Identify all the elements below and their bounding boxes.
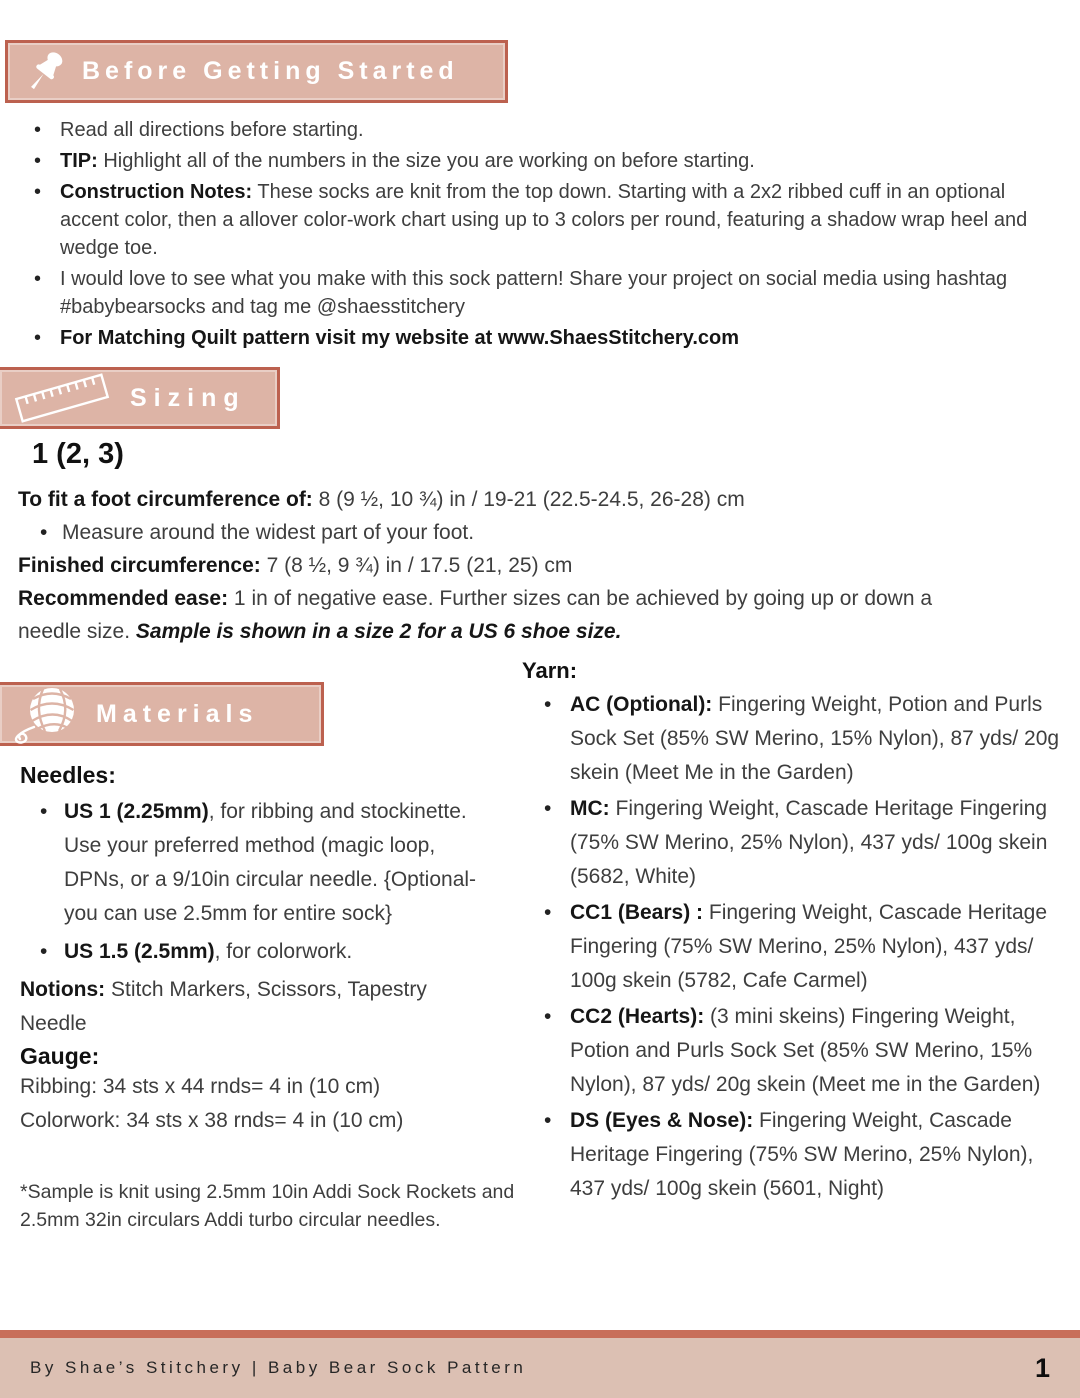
size-options: 1 (2, 3) — [32, 438, 124, 470]
fit-label: To fit a foot circumference of: — [18, 488, 313, 511]
before-section-body — [30, 116, 1030, 355]
before-bullet-list — [30, 116, 1030, 352]
list-item — [544, 792, 1066, 894]
before-getting-started-banner — [5, 40, 508, 103]
bullet-text: (3 mini skeins) Fingering Weight, Potion and Purls Sock Set (85% SW Merino, 15% Nylon), 87 yds/ 20g skein (Meet me in the Garden) — [570, 1005, 1041, 1096]
ruler-icon — [12, 369, 112, 427]
bullet-text: Fingering Weight, Cascade Heritage Fingering (75% SW Merino, 25% Nylon), 437 yds/ 100g skein (5601, Night) — [570, 1109, 1034, 1200]
list-item — [30, 265, 1030, 321]
bullet-text: Measure around the widest part of your foot. — [62, 521, 475, 544]
bullet-text: I would love to see what you make with this sock pattern! Share your project on social media using hashtag #babybearsocks and tag me @shaesstitchery — [60, 268, 1008, 318]
materials-banner — [0, 682, 324, 746]
measure-bullet — [18, 516, 938, 549]
yarn-ball-icon — [10, 683, 82, 745]
bullet-lead: Construction Notes: — [60, 181, 253, 203]
bullet-lead: TIP: — [60, 150, 98, 172]
section-title: Materials — [96, 699, 259, 728]
materials-section — [0, 656, 1080, 1234]
footer-credit: By Shae’s Stitchery | Baby Bear Sock Pattern — [30, 1358, 527, 1377]
notions-line — [20, 973, 488, 1041]
section-title: Before Getting Started — [82, 57, 459, 85]
bullet-text: Fingering Weight, Cascade Heritage Fingering (75% SW Merino, 25% Nylon), 437 yds/ 100g skein (5682, White) — [570, 797, 1048, 888]
bullet-lead: AC (Optional): — [570, 693, 713, 716]
finished-value: 7 (8 ½, 9 ¾) in / 17.5 (21, 25) cm — [260, 554, 573, 577]
needles-heading: Needles: — [20, 762, 116, 788]
list-item — [30, 116, 1030, 144]
bullet-text: , for colorwork. — [214, 940, 353, 963]
page-footer — [0, 1330, 1080, 1398]
ease-value: 1 in of negative ease. Further sizes can be achieved by going up or down a needle size. — [18, 587, 933, 643]
bullet-lead: US 1 (2.25mm) — [64, 800, 209, 823]
bullet-text: , for ribbing and stockinette. Use your preferred method (magic loop, DPNs, or a 9/10in circular needle. {Optional- you can use 2.5mm for entire sock} — [64, 800, 477, 925]
fit-line — [18, 483, 938, 516]
bullet-text: Fingering Weight, Cascade Heritage Fingering (75% SW Merino, 25% Nylon), 437 yds/ 100g skein (5782, Cafe Carmel) — [570, 901, 1048, 992]
bullet-text: Read all directions before starting. — [60, 119, 364, 141]
yarn-heading: Yarn: — [522, 658, 578, 683]
list-item — [30, 147, 1030, 175]
bullet-lead: MC: — [570, 797, 610, 820]
ease-emphasis: Sample is shown in a size 2 for a US 6 shoe size. — [135, 620, 622, 643]
materials-right-column — [512, 656, 1080, 1234]
bullet-lead: US 1.5 (2.5mm) — [64, 940, 215, 963]
finished-line — [18, 549, 938, 582]
list-item — [544, 1104, 1066, 1206]
needles-list — [0, 795, 496, 969]
list-item — [544, 1000, 1066, 1102]
notions-value: Stitch Markers, Scissors, Tapestry Needle — [20, 978, 427, 1035]
pushpin-icon — [18, 45, 72, 99]
bullet-text: Fingering Weight, Potion and Purls Sock Set (85% SW Merino, 15% Nylon), 87 yds/ 20g skein (Meet Me in the Garden) — [570, 693, 1060, 784]
sample-note: *Sample is knit using 2.5mm 10in Addi Sock Rockets and 2.5mm 32in circulars Addi turbo circular needles. — [20, 1181, 515, 1231]
list-item — [30, 178, 1030, 262]
bullet-text: Highlight all of the numbers in the size you are working on before starting. — [97, 150, 755, 172]
sizing-banner — [0, 367, 280, 429]
gauge-heading: Gauge: — [20, 1043, 100, 1069]
list-item — [40, 935, 496, 969]
bullet-text-bold: For Matching Quilt pattern visit my website at www.ShaesStitchery.com — [60, 327, 740, 349]
gauge-colorwork: Colorwork: 34 sts x 38 rnds= 4 in (10 cm) — [20, 1109, 404, 1132]
bullet-lead: CC1 (Bears) : — [570, 901, 704, 924]
gauge-ribbing: Ribbing: 34 sts x 44 rnds= 4 in (10 cm) — [20, 1075, 381, 1098]
footer-band — [0, 1338, 1080, 1398]
fit-value: 8 (9 ½, 10 ¾) in / 19-21 (22.5-24.5, 26-28) cm — [312, 488, 745, 511]
finished-label: Finished circumference: — [18, 554, 261, 577]
list-item — [40, 795, 496, 931]
list-item — [544, 896, 1066, 998]
notions-label: Notions: — [20, 978, 106, 1001]
ease-line — [18, 582, 938, 648]
page-number: 1 — [1034, 1352, 1050, 1383]
list-item — [30, 324, 1030, 352]
bullet-lead: CC2 (Hearts): — [570, 1005, 705, 1028]
footer-accent-line — [0, 1330, 1080, 1338]
bullet-lead: DS (Eyes & Nose): — [570, 1109, 754, 1132]
materials-left-column — [0, 656, 515, 1234]
bullet-text: These socks are knit from the top down. Starting with a 2x2 ribbed cuff in an optional accent color, then a allover color-work chart using up to 3 colors per round, featuring a shadow wrap heel and wedge toe. — [60, 181, 1028, 259]
section-title: Sizing — [130, 383, 246, 412]
list-item — [544, 688, 1066, 790]
sizing-section-body — [18, 438, 938, 648]
yarn-list — [522, 688, 1066, 1206]
ease-label: Recommended ease: — [18, 587, 229, 610]
